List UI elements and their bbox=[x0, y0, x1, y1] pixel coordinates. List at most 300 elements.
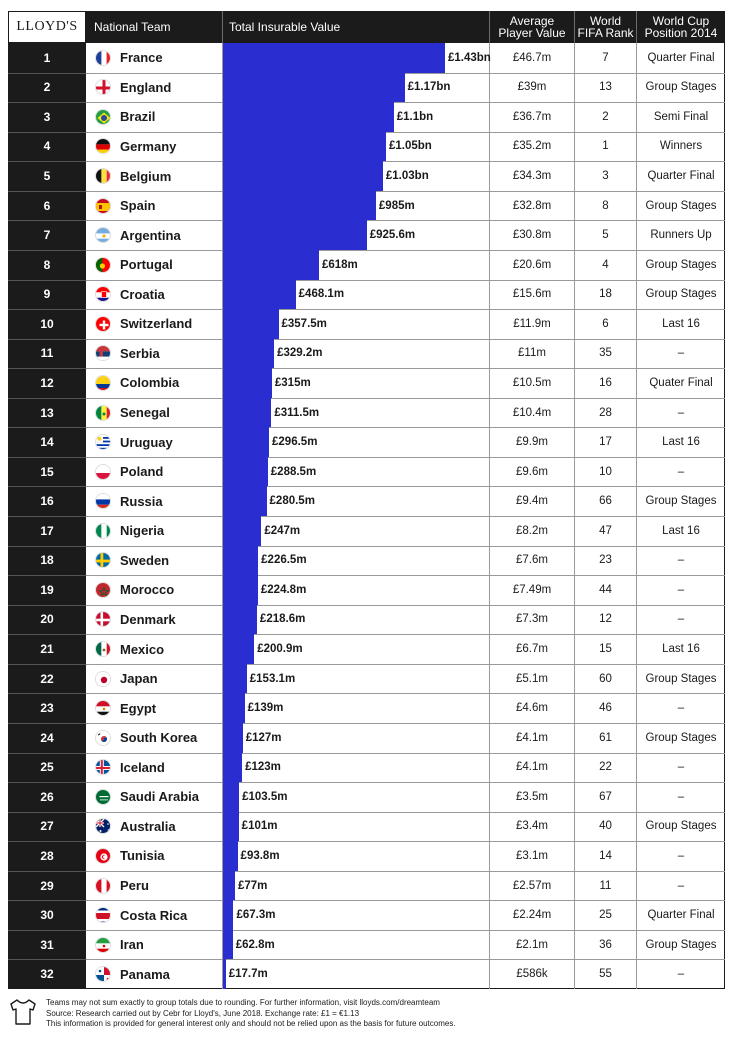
fifa-rank: 46 bbox=[599, 702, 612, 715]
rank-number: 24 bbox=[40, 730, 54, 745]
value-label: £329.2m bbox=[277, 347, 323, 360]
world-cup-position: – bbox=[677, 613, 685, 626]
value-bar bbox=[223, 309, 279, 339]
value-label: £200.9m bbox=[257, 643, 303, 656]
table-row bbox=[8, 693, 725, 723]
value-bar bbox=[223, 841, 238, 871]
average-player-value: £46.7m bbox=[512, 51, 552, 64]
table-row bbox=[8, 871, 725, 901]
footer-note-disclaimer: This information is provided for general interest only and should not be relied upon as the basis for future outcomes. bbox=[46, 1019, 456, 1028]
iceland-flag-icon bbox=[95, 759, 111, 775]
fifa-rank: 1 bbox=[602, 140, 609, 153]
fifa-rank: 18 bbox=[599, 288, 612, 301]
croatia-flag-icon bbox=[95, 286, 111, 302]
rank-number: 25 bbox=[40, 760, 54, 775]
fifa-rank: 44 bbox=[599, 583, 612, 596]
rank-number: 28 bbox=[40, 848, 54, 863]
world-cup-position: Group Stages bbox=[645, 81, 717, 94]
panama-flag-icon bbox=[95, 966, 111, 982]
fifa-rank: 55 bbox=[599, 968, 612, 981]
value-label: £153.1m bbox=[249, 672, 296, 685]
table-row bbox=[8, 841, 725, 871]
team-name: Belgium bbox=[120, 168, 172, 184]
rank-number: 9 bbox=[43, 287, 51, 302]
sweden-flag-icon bbox=[95, 552, 111, 568]
fifa-rank: 3 bbox=[602, 170, 609, 183]
rank-number: 8 bbox=[43, 257, 51, 272]
team-name: Russia bbox=[120, 493, 163, 509]
value-label: £93.8m bbox=[240, 849, 280, 862]
average-player-value: £586k bbox=[516, 968, 548, 981]
costarica-flag-icon bbox=[95, 907, 111, 923]
table-row bbox=[8, 280, 725, 310]
team-name: Tunisia bbox=[120, 848, 165, 864]
value-bar bbox=[223, 782, 239, 812]
portugal-flag-icon bbox=[95, 257, 111, 273]
value-label: £315m bbox=[274, 376, 311, 389]
average-player-value: £2.24m bbox=[512, 909, 552, 922]
table-row bbox=[8, 457, 725, 487]
england-flag-icon bbox=[95, 79, 111, 95]
table-row bbox=[8, 546, 725, 576]
team-name: Brazil bbox=[120, 109, 156, 125]
table-row bbox=[8, 753, 725, 783]
table-row bbox=[8, 723, 725, 753]
value-bar bbox=[223, 191, 376, 221]
average-player-value: £7.3m bbox=[516, 613, 548, 626]
world-cup-position: Group Stages bbox=[645, 731, 717, 744]
rank-number: 18 bbox=[40, 553, 54, 568]
team-name: France bbox=[120, 50, 163, 66]
average-player-value: £9.4m bbox=[516, 495, 548, 508]
rank-number: 14 bbox=[40, 435, 54, 450]
value-bar bbox=[223, 812, 239, 842]
iran-flag-icon bbox=[95, 937, 111, 953]
value-bar bbox=[223, 516, 261, 546]
rank-number: 5 bbox=[43, 169, 51, 184]
fifa-rank: 12 bbox=[599, 613, 612, 626]
value-label: £67.3m bbox=[236, 909, 276, 922]
average-player-value: £10.4m bbox=[512, 406, 552, 419]
rank-number: 2 bbox=[43, 80, 51, 95]
world-cup-position: – bbox=[677, 406, 685, 419]
value-bar bbox=[223, 634, 254, 664]
team-name: Croatia bbox=[120, 286, 165, 302]
average-player-value: £39m bbox=[517, 81, 547, 94]
peru-flag-icon bbox=[95, 878, 111, 894]
rank-number: 17 bbox=[40, 523, 54, 538]
average-player-value: £4.1m bbox=[516, 731, 548, 744]
value-label: £77m bbox=[237, 879, 268, 892]
world-cup-position: Runners Up bbox=[650, 229, 712, 242]
average-player-value: £9.9m bbox=[516, 436, 548, 449]
value-bar bbox=[223, 368, 272, 398]
rank-number: 12 bbox=[40, 375, 54, 390]
average-player-value: £7.49m bbox=[512, 583, 552, 596]
team-name: Peru bbox=[120, 878, 149, 894]
table-row bbox=[8, 427, 725, 457]
header-world-fifa-rank: World FIFA Rank bbox=[577, 14, 634, 40]
team-name: Portugal bbox=[120, 257, 173, 273]
header-total-insurable-value: Total Insurable Value bbox=[229, 20, 341, 34]
value-label: £17.7m bbox=[228, 968, 268, 981]
senegal-flag-icon bbox=[95, 405, 111, 421]
value-label: £357.5m bbox=[281, 317, 327, 330]
value-bar bbox=[223, 900, 233, 930]
world-cup-position: Group Stages bbox=[645, 288, 717, 301]
world-cup-position: Group Stages bbox=[645, 258, 717, 271]
fifa-rank: 35 bbox=[599, 347, 612, 360]
value-label: £224.8m bbox=[260, 583, 307, 596]
team-name: Sweden bbox=[120, 552, 170, 568]
value-bar bbox=[223, 427, 269, 457]
fifa-rank: 16 bbox=[599, 376, 612, 389]
team-name: Serbia bbox=[120, 345, 160, 361]
korea-flag-icon bbox=[95, 730, 111, 746]
average-player-value: £3.5m bbox=[516, 790, 548, 803]
header-world-cup-position: World Cup Position 2014 bbox=[644, 14, 718, 40]
table-row bbox=[8, 191, 725, 221]
world-cup-position: Quater Final bbox=[649, 376, 713, 389]
team-name: Poland bbox=[120, 464, 164, 480]
table-row bbox=[8, 220, 725, 250]
belgium-flag-icon bbox=[95, 168, 111, 184]
table-row bbox=[8, 250, 725, 280]
world-cup-position: – bbox=[677, 790, 685, 803]
value-label: £62.8m bbox=[235, 938, 275, 951]
value-label: £247m bbox=[264, 524, 301, 537]
shirt-icon bbox=[8, 997, 38, 1027]
value-label: £925.6m bbox=[369, 229, 416, 242]
value-label: £985m bbox=[378, 199, 415, 212]
team-name: Panama bbox=[120, 966, 170, 982]
rank-number: 22 bbox=[40, 671, 54, 686]
average-player-value: £6.7m bbox=[516, 643, 548, 656]
value-bar bbox=[223, 161, 383, 191]
table-row bbox=[8, 634, 725, 664]
world-cup-position: – bbox=[677, 968, 685, 981]
rank-number: 11 bbox=[40, 346, 54, 361]
value-label: £127m bbox=[245, 731, 282, 744]
switzerland-flag-icon bbox=[95, 316, 111, 332]
world-cup-position: Last 16 bbox=[662, 317, 700, 330]
value-bar bbox=[223, 930, 233, 960]
rank-number: 4 bbox=[43, 139, 51, 154]
value-label: £1.05bn bbox=[389, 140, 432, 153]
value-label: £288.5m bbox=[270, 465, 317, 478]
table-row bbox=[8, 930, 725, 960]
value-bar bbox=[223, 280, 296, 310]
germany-flag-icon bbox=[95, 138, 111, 154]
rank-number: 16 bbox=[40, 494, 54, 509]
average-player-value: £4.1m bbox=[516, 761, 548, 774]
value-bar bbox=[223, 871, 235, 901]
value-bar bbox=[223, 486, 267, 516]
table-row bbox=[8, 132, 725, 162]
team-name: Spain bbox=[120, 198, 156, 214]
average-player-value: £32.8m bbox=[512, 199, 552, 212]
average-player-value: £30.8m bbox=[512, 229, 552, 242]
team-name: Colombia bbox=[120, 375, 180, 391]
nigeria-flag-icon bbox=[95, 523, 111, 539]
uruguay-flag-icon bbox=[95, 434, 111, 450]
fifa-rank: 6 bbox=[602, 317, 609, 330]
value-bar bbox=[223, 73, 405, 103]
average-player-value: £9.6m bbox=[516, 465, 548, 478]
team-name: Japan bbox=[120, 671, 158, 687]
team-name: Switzerland bbox=[120, 316, 193, 332]
fifa-rank: 4 bbox=[602, 258, 609, 271]
footer bbox=[8, 996, 728, 1036]
average-player-value: £5.1m bbox=[516, 672, 548, 685]
team-name: Denmark bbox=[120, 611, 176, 627]
team-name: Australia bbox=[120, 818, 176, 834]
value-bar bbox=[223, 753, 242, 783]
value-bar bbox=[223, 457, 268, 487]
team-name: South Korea bbox=[120, 730, 198, 746]
world-cup-position: – bbox=[677, 879, 685, 892]
fifa-rank: 66 bbox=[599, 495, 612, 508]
table-row bbox=[8, 398, 725, 428]
average-player-value: £15.6m bbox=[512, 288, 552, 301]
average-player-value: £36.7m bbox=[512, 110, 552, 123]
team-name: Argentina bbox=[120, 227, 181, 243]
team-name: Saudi Arabia bbox=[120, 789, 199, 805]
world-cup-position: Last 16 bbox=[662, 643, 700, 656]
value-bar bbox=[223, 959, 226, 989]
value-bar bbox=[223, 250, 319, 280]
fifa-rank: 17 bbox=[599, 436, 612, 449]
value-label: £103.5m bbox=[242, 790, 288, 803]
australia-flag-icon bbox=[95, 818, 111, 834]
value-bar bbox=[223, 546, 258, 576]
value-label: £101m bbox=[241, 820, 278, 833]
value-bar bbox=[223, 575, 258, 605]
table-row bbox=[8, 339, 725, 369]
egypt-flag-icon bbox=[95, 700, 111, 716]
value-label: £1.03bn bbox=[385, 170, 429, 183]
table-row bbox=[8, 575, 725, 605]
average-player-value: £8.2m bbox=[516, 524, 548, 537]
fifa-rank: 11 bbox=[599, 879, 612, 892]
table-header bbox=[8, 11, 725, 43]
world-cup-position: Last 16 bbox=[662, 524, 700, 537]
poland-flag-icon bbox=[95, 464, 111, 480]
rank-number: 23 bbox=[40, 701, 54, 716]
table-row bbox=[8, 782, 725, 812]
world-cup-position: Last 16 bbox=[662, 436, 700, 449]
value-label: £1.17bn bbox=[407, 81, 451, 94]
world-cup-position: – bbox=[677, 465, 685, 478]
fifa-rank: 47 bbox=[599, 524, 612, 537]
value-label: £296.5m bbox=[272, 436, 318, 449]
table-row bbox=[8, 43, 725, 73]
table-row bbox=[8, 102, 725, 132]
table-row bbox=[8, 73, 725, 103]
value-label: £280.5m bbox=[269, 495, 315, 508]
world-cup-position: – bbox=[677, 347, 685, 360]
fifa-rank: 5 bbox=[602, 229, 609, 242]
brazil-flag-icon bbox=[95, 109, 111, 125]
value-bar bbox=[223, 664, 247, 694]
value-bar bbox=[223, 102, 394, 132]
team-name: Mexico bbox=[120, 641, 165, 657]
tunisia-flag-icon bbox=[95, 848, 111, 864]
world-cup-position: Group Stages bbox=[645, 199, 717, 212]
fifa-rank: 36 bbox=[599, 938, 612, 951]
fifa-rank: 67 bbox=[599, 790, 612, 803]
rank-number: 26 bbox=[40, 789, 54, 804]
world-cup-position: Group Stages bbox=[645, 820, 717, 833]
team-name: Uruguay bbox=[120, 434, 173, 450]
value-bar bbox=[223, 132, 386, 162]
fifa-rank: 40 bbox=[599, 820, 612, 833]
world-cup-position: Group Stages bbox=[645, 672, 717, 685]
team-name: England bbox=[120, 79, 172, 95]
average-player-value: £4.6m bbox=[516, 702, 548, 715]
value-label: £218.6m bbox=[259, 613, 306, 626]
value-label: £123m bbox=[245, 761, 281, 774]
value-label: £468.1m bbox=[298, 288, 345, 301]
average-player-value: £20.6m bbox=[512, 258, 552, 271]
world-cup-position: Winners bbox=[659, 140, 703, 153]
value-bar bbox=[223, 339, 274, 369]
average-player-value: £11m bbox=[518, 347, 546, 360]
team-name: Senegal bbox=[120, 405, 170, 421]
average-player-value: £2.1m bbox=[516, 938, 548, 951]
argentina-flag-icon bbox=[95, 227, 111, 243]
table-row bbox=[8, 368, 725, 398]
value-label: £618m bbox=[321, 258, 358, 271]
footer-note-source: Source: Research carried out by Cebr for Lloyd's, June 2018. Exchange rate: £1 = €1.13 bbox=[46, 1008, 360, 1018]
average-player-value: £3.1m bbox=[516, 849, 548, 862]
world-cup-position: Group Stages bbox=[645, 495, 717, 508]
value-bar bbox=[223, 398, 271, 428]
rank-number: 30 bbox=[40, 908, 54, 923]
fifa-rank: 14 bbox=[599, 849, 612, 862]
fifa-rank: 13 bbox=[599, 81, 612, 94]
rank-number: 13 bbox=[40, 405, 54, 420]
japan-flag-icon bbox=[95, 671, 111, 687]
rank-number: 31 bbox=[40, 937, 54, 952]
average-player-value: £34.3m bbox=[512, 170, 552, 183]
fifa-rank: 60 bbox=[599, 672, 612, 685]
footer-note-rounding: Teams may not sum exactly to group totals due to rounding. For further information, visit lloyds.com/dreamteam bbox=[46, 998, 440, 1007]
france-flag-icon bbox=[95, 50, 111, 66]
value-label: £226.5m bbox=[261, 554, 307, 567]
table-row bbox=[8, 812, 725, 842]
world-cup-position: Group Stages bbox=[645, 938, 717, 951]
team-name: Nigeria bbox=[120, 523, 165, 539]
average-player-value: £10.5m bbox=[512, 376, 552, 389]
spain-flag-icon bbox=[95, 198, 111, 214]
value-label: £1.1bn bbox=[396, 110, 434, 123]
rank-number: 6 bbox=[43, 198, 51, 213]
team-name: Iran bbox=[120, 937, 144, 953]
value-bar bbox=[223, 605, 257, 635]
saudi-flag-icon bbox=[95, 789, 111, 805]
rank-number: 15 bbox=[40, 464, 54, 479]
mexico-flag-icon bbox=[95, 641, 111, 657]
fifa-rank: 25 bbox=[599, 909, 612, 922]
team-name: Egypt bbox=[120, 700, 157, 716]
table-row bbox=[8, 959, 725, 989]
value-label: £1.43bn bbox=[448, 51, 491, 64]
header-average-player-value: Average Player Value bbox=[498, 14, 566, 40]
fifa-rank: 15 bbox=[599, 643, 612, 656]
world-cup-position: Quarter Final bbox=[647, 51, 715, 64]
team-name: Iceland bbox=[120, 759, 165, 775]
world-cup-position: Quarter Final bbox=[647, 170, 715, 183]
rank-number: 10 bbox=[40, 316, 54, 331]
average-player-value: £3.4m bbox=[516, 820, 548, 833]
table-body bbox=[8, 43, 725, 989]
average-player-value: £11.9m bbox=[513, 317, 551, 330]
serbia-flag-icon bbox=[95, 345, 111, 361]
table-row bbox=[8, 161, 725, 191]
denmark-flag-icon bbox=[95, 611, 111, 627]
table-row bbox=[8, 309, 725, 339]
world-cup-position: – bbox=[677, 702, 685, 715]
table-row bbox=[8, 664, 725, 694]
table-row bbox=[8, 605, 725, 635]
value-label: £139m bbox=[247, 702, 284, 715]
team-name: Germany bbox=[120, 138, 177, 154]
average-player-value: £7.6m bbox=[516, 554, 548, 567]
rank-number: 3 bbox=[43, 109, 51, 124]
team-name: Morocco bbox=[120, 582, 175, 598]
rank-number: 21 bbox=[40, 642, 54, 657]
table-row bbox=[8, 900, 725, 930]
colombia-flag-icon bbox=[95, 375, 111, 391]
fifa-rank: 22 bbox=[599, 761, 612, 774]
value-bar bbox=[223, 693, 245, 723]
rank-number: 1 bbox=[43, 50, 51, 65]
world-cup-position: – bbox=[677, 849, 685, 862]
fifa-rank: 7 bbox=[602, 51, 609, 64]
rank-number: 20 bbox=[40, 612, 54, 627]
fifa-rank: 61 bbox=[599, 731, 612, 744]
table-row bbox=[8, 516, 725, 546]
rank-number: 32 bbox=[40, 967, 54, 982]
footer-notes bbox=[46, 998, 456, 1030]
rank-number: 27 bbox=[40, 819, 54, 834]
fifa-rank: 2 bbox=[602, 110, 609, 123]
table-row bbox=[8, 486, 725, 516]
team-name: Costa Rica bbox=[120, 907, 188, 923]
average-player-value: £2.57m bbox=[512, 879, 552, 892]
rank-number: 29 bbox=[40, 878, 54, 893]
lloyds-logo: LLOYD'S bbox=[8, 11, 86, 43]
russia-flag-icon bbox=[95, 493, 111, 509]
world-cup-position: – bbox=[677, 583, 685, 596]
header-national-team: National Team bbox=[94, 20, 171, 34]
morocco-flag-icon bbox=[95, 582, 111, 598]
value-bar bbox=[223, 43, 445, 73]
world-cup-position: – bbox=[677, 554, 685, 567]
world-cup-position: Semi Final bbox=[653, 110, 709, 123]
average-player-value: £35.2m bbox=[512, 140, 552, 153]
fifa-rank: 23 bbox=[599, 554, 612, 567]
value-bar bbox=[223, 723, 243, 753]
value-label: £311.5m bbox=[274, 406, 320, 419]
fifa-rank: 28 bbox=[599, 406, 612, 419]
world-cup-position: – bbox=[677, 761, 685, 774]
fifa-rank: 10 bbox=[599, 465, 612, 478]
rank-number: 19 bbox=[40, 582, 54, 597]
fifa-rank: 8 bbox=[602, 199, 609, 212]
world-cup-position: Quarter Final bbox=[647, 909, 715, 922]
